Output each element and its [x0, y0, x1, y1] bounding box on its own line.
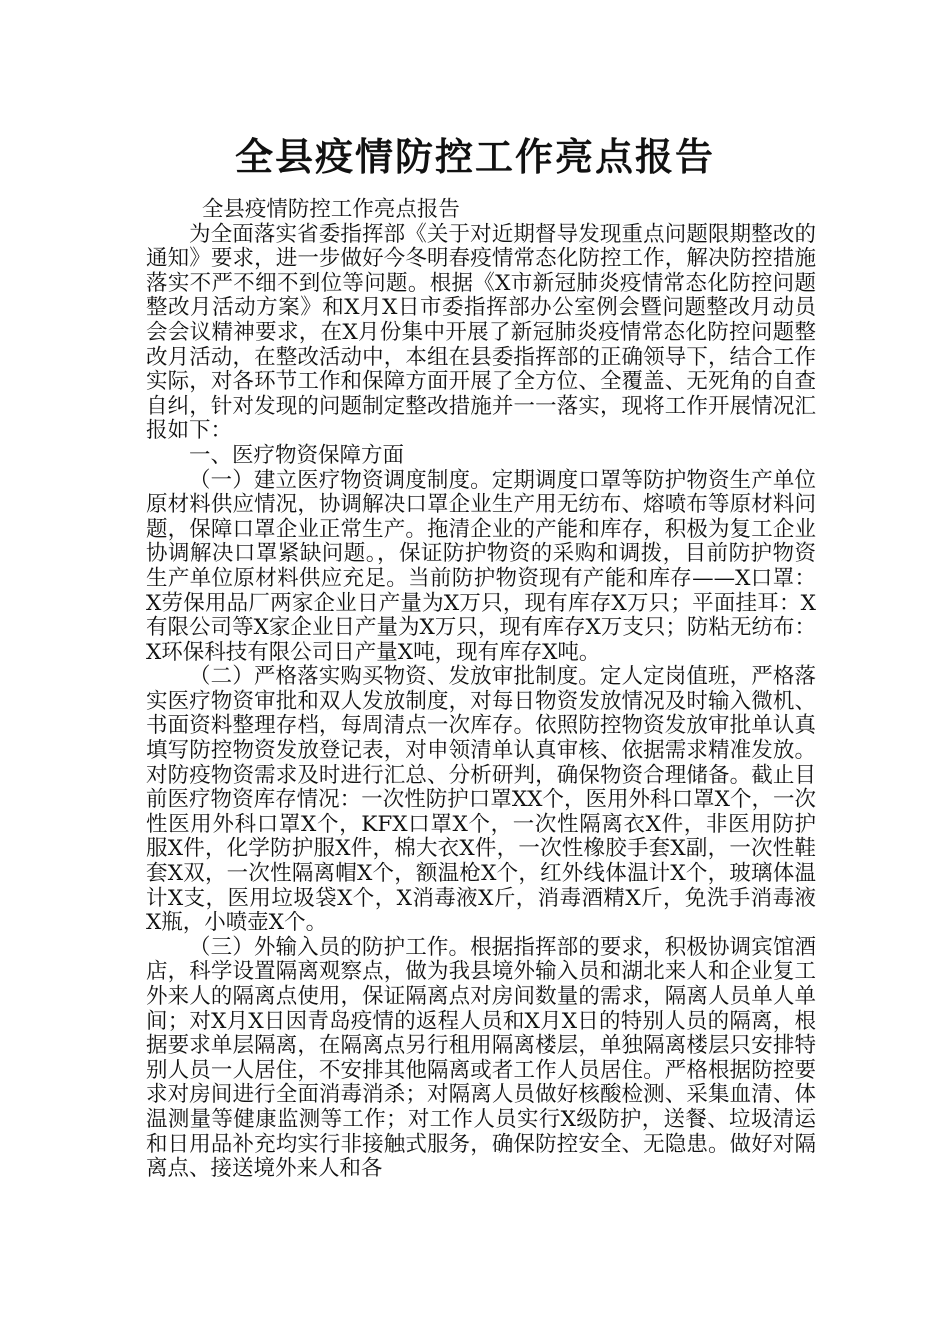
paragraph-item-1: （一）建立医疗物资调度制度。定期调度口罩等防护物资生产单位原材料供应情况，协调解决口罩企业生产用无纺布、熔喷布等原材料问题，保障口罩企业正常生产。拖清企业的产能和库存，积极为复工企业协调解决口罩紧缺问题。，保证防护物资的采购和调拨，目前防护物资生产单位原材料供应充足。当前防护物资现有产能和库存——X口罩：X劳保用品厂两家企业日产量为X万只，现有库存X万只；平面挂耳：X有限公司等X家企业日产量为X万只，现有库存X万支只；防粘无纺布：X环保科技有限公司日产量X吨，现有库存X吨。: [146, 467, 816, 665]
document-body: [146, 198, 816, 1182]
section-heading: 一、医疗物资保障方面: [189, 442, 405, 468]
document-title: 全县疫情防控工作亮点报告: [234, 135, 715, 179]
paragraph-item-2: （二）严格落实购买物资、发放审批制度。定人定岗值班，严格落实医疗物资审批和双人发放制度，对每日物资发放情况及时输入微机、书面资料整理存档，每周清点一次库存。依照防控物资发放审批单认真填写防控物资发放登记表，对申领清单认真审核、依据需求精准发放。对防疫物资需求及时进行汇总、分析研判，确保物资合理储备。截止目前医疗物资库存情况：一次性防护口罩XX个，医用外科口罩X个，一次性医用外科口罩X个，KFX口罩X个，一次性隔离衣X件，非医用防护服X件，化学防护服X件，棉大衣X件，一次性橡胶手套X副，一次性鞋套X双，一次性隔离帽X个，额温枪X个，红外线体温计X个，玻璃体温计X支，医用垃圾袋X个，X消毒液X斤，消毒酒精X斤，免洗手消毒液X瓶，小喷壶X个。: [146, 664, 816, 936]
intro-paragraph: 为全面落实省委指挥部《关于对近期督导发现重点问题限期整改的通知》要求，进一步做好今冬明春疫情常态化防控工作，解决防控措施落实不严不细不到位等问题。根据《X市新冠肺炎疫情常态化防控问题整改月活动方案》和X月X日市委指挥部办公室例会暨问题整改月动员会会议精神要求，在X月份集中开展了新冠肺炎疫情常态化防控问题整改月活动，在整改活动中，本组在县委指挥部的正确领导下，结合工作实际，对各环节工作和保障方面开展了全方位、全覆盖、无死角的自查自纠，针对发现的问题制定整改措施并一一落实，现将工作开展情况汇报如下：: [146, 221, 816, 444]
document-subtitle-paragraph: 全县疫情防控工作亮点报告: [201, 197, 460, 222]
paragraph-item-3: （三）外输入员的防护工作。根据指挥部的要求，积极协调宾馆酒店，科学设置隔离观察点，做为我县境外输入员和湖北来人和企业复工外来人的隔离点使用，保证隔离点对房间数量的需求，隔离人员单人单间；对X月X日因青岛疫情的返程人员和X月X日的特别人员的隔离，根据要求单层隔离，在隔离点另行租用隔离楼层，单独隔离楼层只安排特别人员一人居住，不安排其他隔离或者工作人员居住。严格根据防控要求对房间进行全面消毒消杀；对隔离人员做好核酸检测、采集血清、体温测量等健康监测等工作；对工作人员实行X级防护，送餐、垃圾清运和日用品补充均实行非接触式服务，确保防控安全、无隐患。做好对隔离点、接送境外来人和各: [146, 934, 816, 1182]
